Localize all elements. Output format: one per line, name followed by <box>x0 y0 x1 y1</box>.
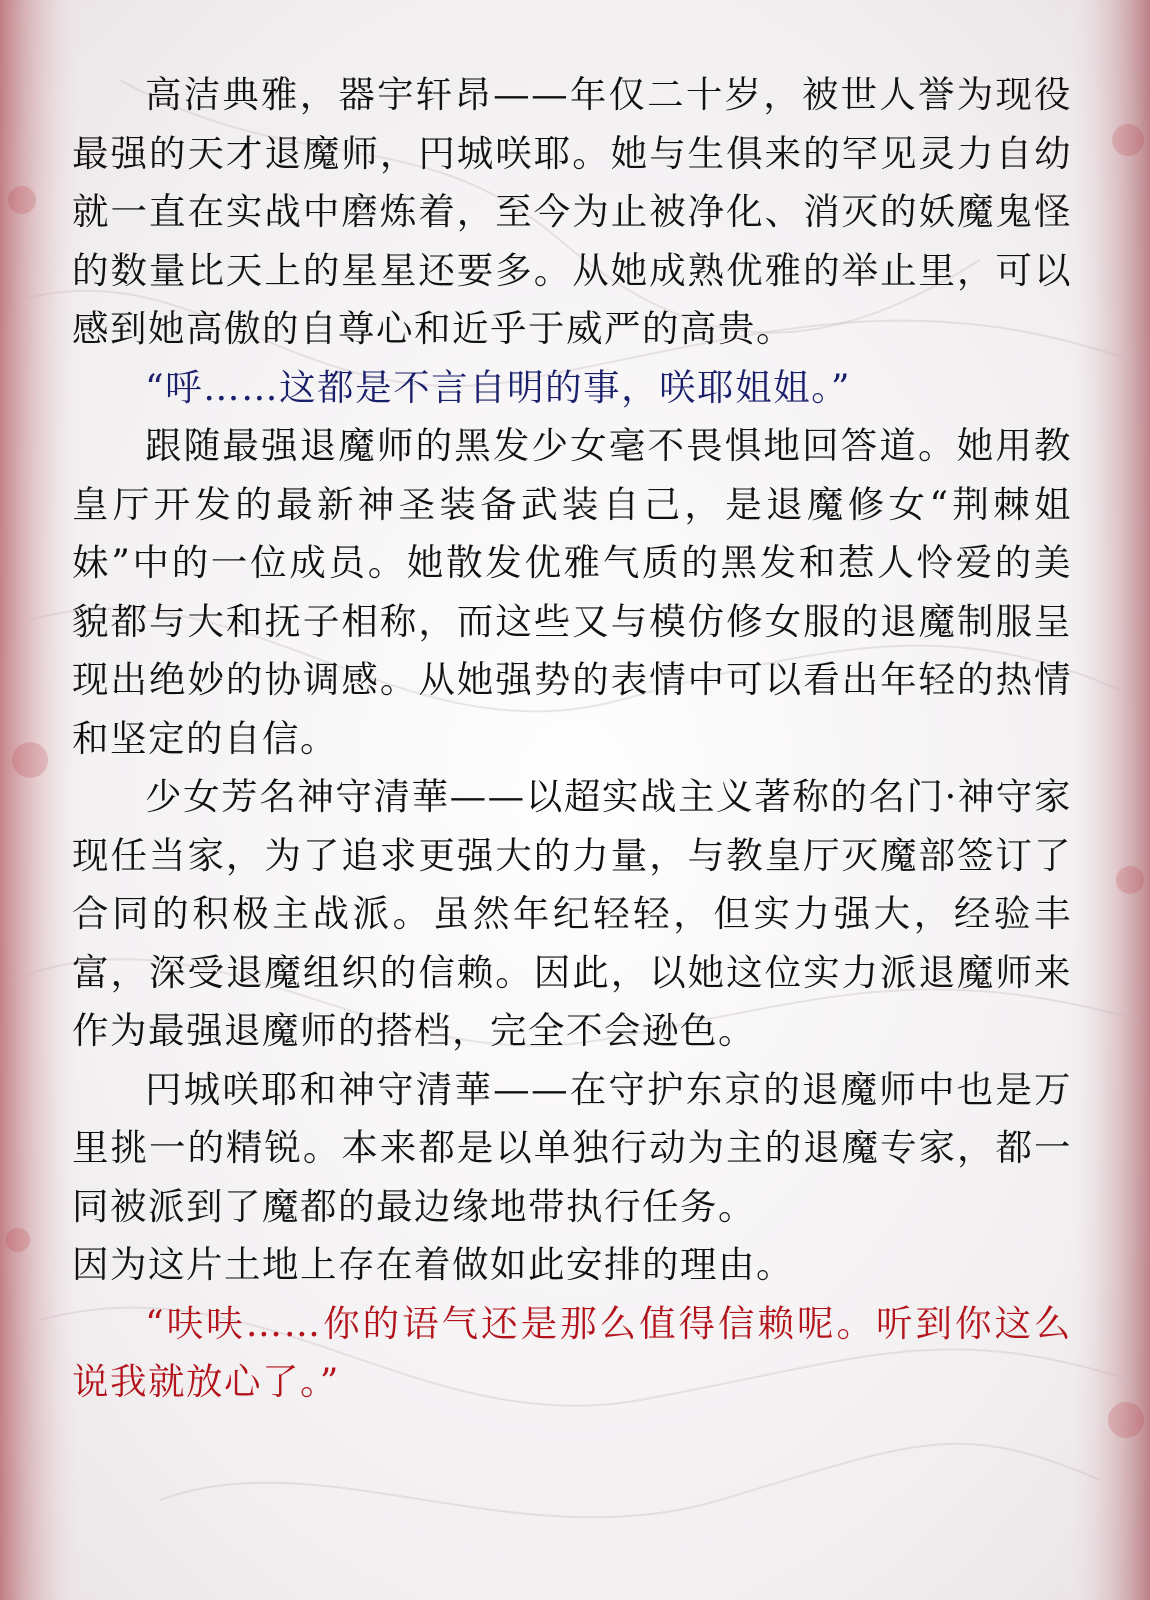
paragraph-3: 少女芳名神守清華——以超实战主义著称的名门·神守家现任当家，为了追求更强大的力量，与教皇厅灭魔部签订了合同的积极主战派。虽然年纪轻轻，但实力强大，经验丰富，深受退魔组织的信赖。因此，以她这位实力派退魔师来作为最强退魔师的搭档，完全不会逊色。 <box>72 775 1072 1052</box>
paragraph-2: 跟随最强退魔师的黑发少女毫不畏惧地回答道。她用教皇厅开发的最新神圣装备武装自己，是退魔修女“荆棘姐妹”中的一位成员。她散发优雅气质的黑发和惹人怜爱的美貌都与大和抚子相称，而这些又与模仿修女服的退魔制服呈现出绝妙的协调感。从她强势的表情中可以看出年轻的热情和坚定的自信。 <box>72 424 1072 760</box>
dialogue-kiyoka: “呼……这都是不言自明的事，咲耶姐姐。” <box>145 365 852 409</box>
paragraph-4: 円城咲耶和神守清華——在守护东京的退魔师中也是万里挑一的精锐。本来都是以单独行动为主的退魔专家，都一同被派到了魔都的最边缘地带执行任务。 <box>72 1067 1072 1228</box>
article-body <box>72 66 1072 1412</box>
dialogue-sakuya: “呋呋……你的语气还是那么值得信赖呢。听到你这么说我就放心了。” <box>72 1301 1072 1403</box>
paragraph-5: 因为这片土地上存在着做如此安排的理由。 <box>72 1243 794 1286</box>
paragraph-1: 高洁典雅，器宇轩昂——年仅二十岁，被世人誉为现役最强的天才退魔师，円城咲耶。她与生俱来的罕见灵力自幼就一直在实战中磨炼着，至今为止被净化、消灭的妖魔鬼怪的数量比天上的星星还要多。从她成熟优雅的举止里，可以感到她高傲的自尊心和近乎于威严的高贵。 <box>72 73 1072 350</box>
